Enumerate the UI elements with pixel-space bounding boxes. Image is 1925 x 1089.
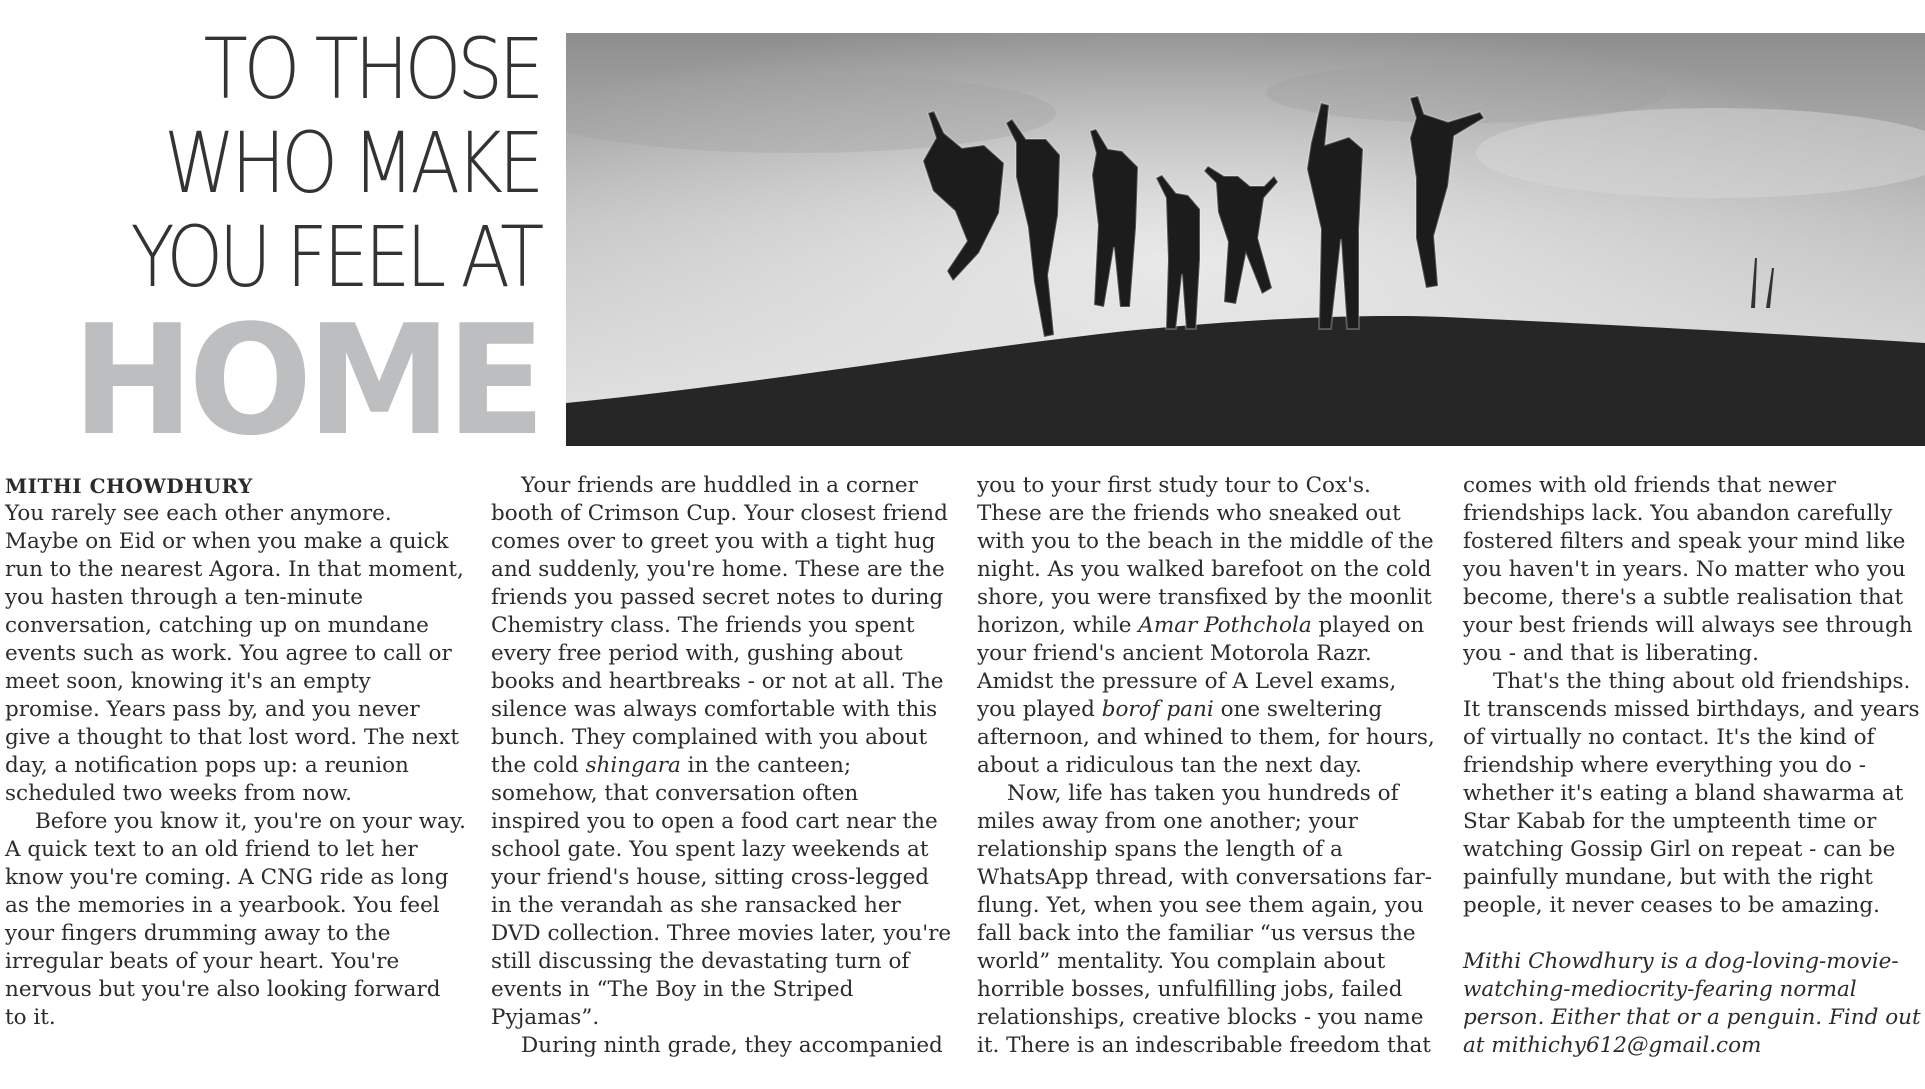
paragraph-5-continued: comes with old friends that newer friendships lack. You abandon carefully fostered filters and speak your mind like you haven't in years. No matter who you become, there's a subtle realisation that your best friends will always see through you - and that is liberating. <box>1463 473 1913 666</box>
byline: MITHI CHOWDHURY <box>5 474 253 498</box>
headline <box>0 20 540 469</box>
paragraph-3-emphasis: shingara <box>585 753 681 778</box>
paragraph-3 <box>491 472 953 1032</box>
article-column-2 <box>491 472 953 1060</box>
paragraph-4-start: During ninth grade, they accompanied <box>521 1033 943 1058</box>
paragraph-4-text-b: played on your friend's ancient Motorola Razr. Amidst the pressure of A Level exams, you played <box>977 613 1425 722</box>
paragraph-4-continued <box>977 472 1439 780</box>
paragraph-4-emphasis-2: borof pani <box>1101 697 1214 722</box>
friends-jumping-silhouette-photo <box>566 33 1925 446</box>
paragraph-4-text-c: one sweltering afternoon, and whined to them, for hours, about a ridiculous tan the next day. <box>977 697 1435 778</box>
headline-line-3: YOU FEEL AT <box>130 208 540 306</box>
headline-line-2: WHO MAKE <box>164 114 540 212</box>
paragraph-4-text-a: you to your first study tour to Cox's. These are the friends who sneaked out with you to the beach in the middle of the night. As you walked barefoot on the cold shore, you were transfixed by the moonlit horizon, while <box>977 473 1434 638</box>
article-column-3 <box>977 472 1439 1060</box>
paragraph-1: You rarely see each other anymore. Maybe on Eid or when you make a quick run to the nearest Agora. In that moment, you hasten through a ten-minute conversation, catching up on mundane events such as work. You agree to call or meet soon, knowing it's an empty promise. Years pass by, and you never give a thought to that lost word. The next day, a notification pops up: a reunion scheduled two weeks from now. <box>5 501 464 806</box>
article-column-1 <box>5 472 467 1032</box>
paragraph-3-text-a: Your friends are huddled in a corner booth of Crimson Cup. Your closest friend comes over to greet you with a tight hug and suddenly, you're home. These are the friends you passed secret notes to during Chemistry class. The friends you spent every free period with, gushing about books and heartbreaks - or not at all. The silence was always comfortable with this bunch. They complained with you about the cold <box>491 473 948 778</box>
paragraph-6: That's the thing about old friendships. It transcends missed birthdays, and years of virtually no contact. It's the kind of friendship where everything you do - whether it's eating a bland shawarma at Star Kabab for the umpteenth time or watching Gossip Girl on repeat - can be painfully mundane, but with the right people, it never ceases to be amazing. <box>1463 669 1920 918</box>
paragraph-3-text-b: in the canteen; somehow, that conversation often inspired you to open a food cart near the school gate. You spent lazy weekends at your friend's house, sitting cross-legged in the verandah as she ransacked her DVD collection. Three movies later, you're still discussing the devastating turn of events in “The Boy in the Striped Pyjamas”. <box>491 753 952 1030</box>
article-column-4 <box>1463 472 1925 1060</box>
photo-graphic <box>566 33 1925 446</box>
paragraph-4-emphasis-1: Amar Pothchola <box>1138 613 1312 638</box>
author-bio: Mithi Chowdhury is a dog-loving-movie-watching-mediocrity-fearing normal person. Either that or a penguin. Find out at mithichy612@gmail.com <box>1463 949 1921 1058</box>
headline-home: HOME <box>71 292 540 469</box>
paragraph-5: Now, life has taken you hundreds of miles away from one another; your relationship spans the length of a WhatsApp thread, with conversations far-flung. Yet, when you see them again, you fall back into the familiar “us versus the world” mentality. You complain about horrible bosses, unfulfilling jobs, failed relationships, creative blocks - you name it. There is an indescribable freedom that <box>977 781 1432 1058</box>
paragraph-2: Before you know it, you're on your way. A quick text to an old friend to let her know you're coming. A CNG ride as long as the memories in a yearbook. You feel your fingers drumming away to the irregular beats of your heart. You're nervous but you're also looking forward to it. <box>5 809 466 1030</box>
headline-line-1: TO THOSE <box>203 20 540 118</box>
